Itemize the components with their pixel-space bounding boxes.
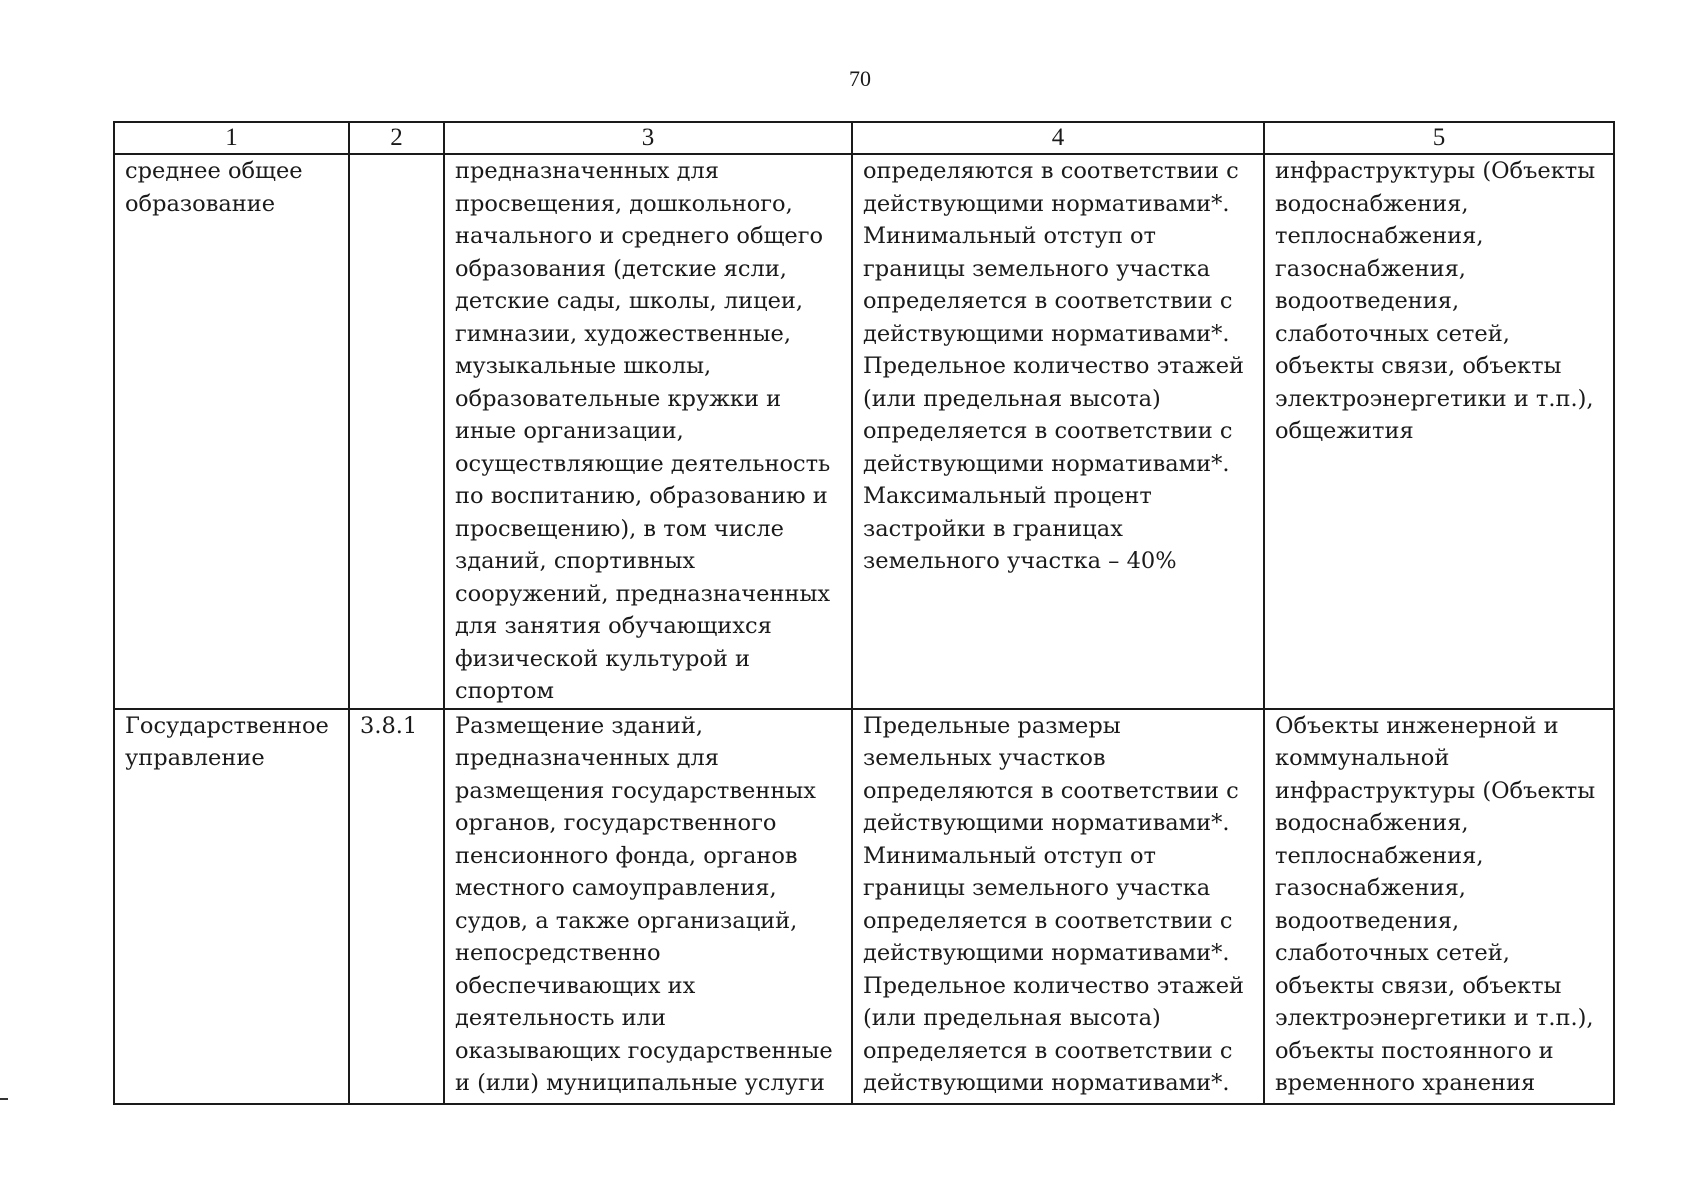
description-text: предназначенных для просвещения, дошкольного, начального и среднего общего образования (детские ясли, детские сады, школы, лицеи, гимназии, художественные, музыкальные школы, образовательные кружки и иные организации, осуществляющие деятельность по воспитанию, образованию и просвещению), в том числе зданий, спортивных сооружений, предназначенных для занятия обучающихся физической культурой и спортом xyxy=(455,158,831,704)
scan-margin-mark xyxy=(0,1098,8,1100)
code-text: 3.8.1 xyxy=(360,712,418,739)
code-cell xyxy=(349,709,444,1104)
column-header-3: 3 xyxy=(444,122,852,154)
use-type-text: Государственное управление xyxy=(125,712,329,771)
column-header-2: 2 xyxy=(349,122,444,154)
use-type-text: среднее общее образование xyxy=(125,158,303,217)
column-header-5: 5 xyxy=(1264,122,1614,154)
parameters-cell xyxy=(852,154,1264,709)
column-header-1: 1 xyxy=(114,122,349,154)
parameters-text: определяются в соответствии с действующими нормативами*. Минимальный отступ от границы земельного участка определяется в соответствии с действующими нормативами*. Предельное количество этажей (или предельная высота) определяется в соответствии с действующими нормативами*. Максимальный процент застройки в границах земельного участка – 40% xyxy=(863,158,1245,574)
auxiliary-uses-text: Объекты инженерной и коммунальной инфраструктуры (Объекты водоснабжения, теплоснабжения, газоснабжения, водоотведения, слаботочных сетей, объекты связи, объекты электроэнергетики и т.п.), объекты постоянного и временного хранения xyxy=(1275,712,1596,1096)
auxiliary-uses-text: инфраструктуры (Объекты водоснабжения, теплоснабжения, газоснабжения, водоотведения, слаботочных сетей, объекты связи, объекты электроэнергетики и т.п.), общежития xyxy=(1275,158,1596,444)
description-cell xyxy=(444,154,852,709)
code-cell xyxy=(349,154,444,709)
description-text: Размещение зданий, предназначенных для размещения государственных органов, государственного пенсионного фонда, органов местного самоуправления, судов, а также организаций, непосредственно обеспечивающих их деятельность или оказывающих государственные и (или) муниципальные услуги xyxy=(455,712,833,1096)
land-use-table xyxy=(113,121,1615,1105)
table-row xyxy=(114,709,1614,1104)
auxiliary-uses-cell xyxy=(1264,154,1614,709)
column-header-4: 4 xyxy=(852,122,1264,154)
use-type-cell xyxy=(114,709,349,1104)
use-type-cell xyxy=(114,154,349,709)
table-row xyxy=(114,154,1614,709)
description-cell xyxy=(444,709,852,1104)
auxiliary-uses-cell xyxy=(1264,709,1614,1104)
parameters-cell xyxy=(852,709,1264,1104)
table-header-row xyxy=(114,122,1614,154)
page-number: 70 xyxy=(849,66,871,91)
parameters-text: Предельные размеры земельных участков определяются в соответствии с действующими нормативами*. Минимальный отступ от границы земельного участка определяется в соответствии с действующими нормативами*. Предельное количество этажей (или предельная высота) определяется в соответствии с действующими нормативами*. xyxy=(863,712,1245,1096)
